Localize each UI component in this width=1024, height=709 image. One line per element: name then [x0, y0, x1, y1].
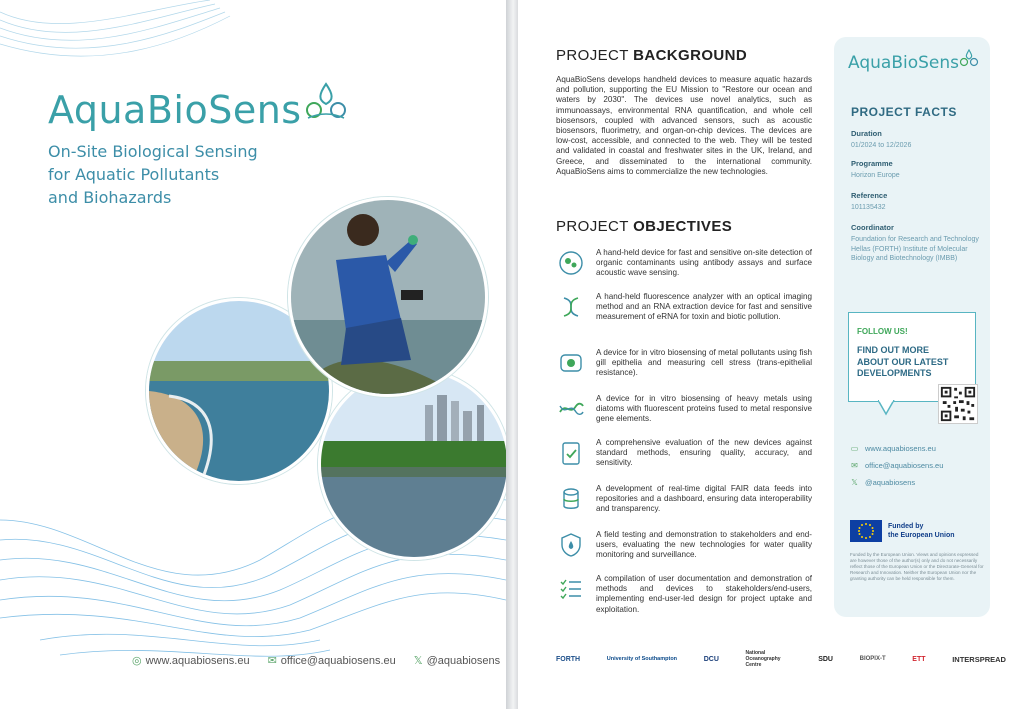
fact-value: 101135432: [851, 204, 886, 211]
email-text: office@aquabiosens.eu: [280, 654, 396, 667]
helix-icon: [556, 292, 586, 322]
mail-icon: ✉: [267, 655, 277, 667]
database-icon: [556, 484, 586, 514]
x-icon: 𝕏: [851, 478, 858, 487]
objective-item: [556, 248, 812, 279]
follow-heading: FOLLOW US!: [857, 327, 908, 336]
cover-footer: [132, 654, 500, 667]
objective-text: A hand-held fluorescence analyzer with an optical imaging method and an RNA extraction device for fast and sensitive measurement of eRNA for toxin and biotic pollution.: [596, 292, 812, 322]
facts-email[interactable]: [850, 461, 943, 470]
partner-logo: INTERSPREAD: [952, 654, 1006, 664]
objective-text: A field testing and demonstration to stakeholders and end-users, evaluating the new technologies for water quality monitoring and surveillance.: [596, 530, 812, 560]
fact-reference: [851, 191, 981, 213]
partner-logo: FORTH: [556, 655, 581, 663]
clipboard-check-icon: [556, 438, 586, 468]
main-logo: [48, 82, 348, 132]
dna-icon: [556, 394, 586, 424]
logo-drop-icon: [304, 82, 348, 122]
partner-logo: ETT: [912, 655, 926, 663]
fact-coordinator: [851, 223, 981, 264]
eu-line: the European Union: [888, 532, 955, 539]
page-gutter: [506, 0, 518, 709]
objectives-title: [556, 218, 732, 235]
shield-drop-icon: [556, 530, 586, 560]
cover-page: [0, 0, 506, 709]
x-icon: 𝕏: [413, 655, 423, 667]
objective-text: A compilation of user documentation and demonstration of methods and devices to stakeholders/end-users, implementing end-user-led design for project uptake and exploitation.: [596, 574, 812, 614]
website-text: www.aquabiosens.eu: [865, 444, 936, 453]
objective-text: A device for in vitro biosensing of heavy metals using diatoms with fluorescent proteins fused to metal responsive gene elements.: [596, 394, 812, 424]
checklist-icon: [556, 574, 586, 604]
social-text: @aquabiosens: [426, 654, 501, 667]
cell-icon: [556, 348, 586, 378]
background-title: [556, 47, 747, 64]
fact-value: Horizon Europe: [851, 172, 900, 179]
cover-subtitle: [48, 140, 308, 209]
footer-website[interactable]: [132, 654, 250, 667]
title-light: PROJECT: [556, 47, 634, 64]
callout-tail: [878, 400, 896, 416]
logo-drop-icon: [959, 49, 979, 67]
website-text: www.aquabiosens.eu: [145, 654, 250, 667]
footer-email[interactable]: [268, 654, 396, 667]
objective-item: [556, 438, 812, 469]
objective-item: [556, 292, 812, 323]
logo-wordmark: AquaBioSens: [48, 88, 302, 132]
partner-logo: University of Southampton: [606, 656, 678, 662]
partner-logo: National Oceanography Centre: [745, 650, 781, 668]
fact-label: Coordinator: [851, 223, 894, 232]
qr-code[interactable]: [938, 384, 978, 424]
email-text: office@aquabiosens.eu: [865, 461, 944, 470]
fact-duration: [851, 129, 981, 151]
follow-text: FIND OUT MORE ABOUT OUR LATEST DEVELOPMENTS: [857, 345, 949, 378]
objective-item: [556, 348, 812, 379]
fact-value: Foundation for Research and Technology Hellas (FORTH) Institute of Molecular Biology and Biotechnology (IMBB): [851, 236, 979, 262]
objective-text: A comprehensive evaluation of the new devices against standard methods, ensuring quality, accuracy, and sensitivity.: [596, 438, 812, 468]
eu-funding-label: [888, 522, 955, 540]
fact-label: Reference: [851, 191, 888, 200]
fact-programme: [851, 159, 981, 181]
objective-item: [556, 394, 812, 425]
eu-disclaimer: Funded by the European Union. Views and opinions expressed are however those of the author(s) only and do not necessarily reflect those of the European Union or the Directorate-General for Research and Innovation. Neither the European Union nor the granting authority can be held responsible for them.: [850, 552, 984, 581]
objective-item: [556, 484, 812, 515]
title-bold: BACKGROUND: [633, 47, 748, 64]
partner-logos: [556, 650, 1006, 668]
eu-line: Funded by: [888, 523, 924, 530]
objective-text: A development of real-time digital FAIR data feeds into repositories and a dashboard, ensuring data interoperability and transparency.: [596, 484, 812, 514]
fact-label: Programme: [851, 159, 893, 168]
objective-text: A hand-held device for fast and sensitive on-site detection of organic contaminants using antibody assays and surface acoustic wave sensing.: [596, 248, 812, 278]
fact-label: Duration: [851, 129, 882, 138]
facts-title: PROJECT FACTS: [851, 105, 957, 119]
photo-city-lake: [318, 368, 506, 560]
inner-page: [518, 0, 1024, 709]
facts-social[interactable]: [850, 478, 915, 487]
photo-scientist-sampling: [288, 197, 488, 397]
facts-logo-wordmark: AquaBioSens: [848, 53, 959, 73]
partner-logo: SDU: [818, 655, 833, 663]
background-text: AquaBioSens develops handheld devices to measure aquatic hazards and pollution, supporting the EU Mission to "Restore our ocean and waters by 2030". The devices use novel analytics, such as immunoassays, environmental RNA quantification, and whole cell biosensors, coupled with advanced sensors, such as acoustic biosensors, fluorimetry, and organ-on-chip devices. The devices are low-cost, accessible, and connected to the web. They will be tested and validated in coastal and freshwater sites in the UK, Ireland, and Greece, and disseminated to the international community. AquaBioSens aims to commercialize the new technologies.: [556, 75, 812, 176]
subtitle-line: On-Site Biological Sensing: [48, 142, 258, 161]
title-light: PROJECT: [556, 218, 634, 235]
social-text: @aquabiosens: [865, 478, 916, 487]
microbe-icon: [556, 248, 586, 278]
footer-social[interactable]: [414, 654, 500, 667]
facts-logo: [848, 49, 979, 73]
objective-item: [556, 530, 812, 561]
subtitle-line: for Aquatic Pollutants: [48, 165, 220, 184]
mail-icon: ✉: [851, 461, 858, 470]
partner-logo: BIOPIX-T: [859, 656, 886, 662]
monitor-icon: ▭: [850, 444, 859, 453]
objective-item: [556, 574, 812, 615]
facts-website[interactable]: [850, 444, 936, 453]
subtitle-line: and Biohazards: [48, 188, 172, 207]
globe-icon: ◎: [132, 655, 142, 667]
eu-flag-icon: [850, 520, 882, 542]
partner-logo: DCU: [703, 655, 719, 663]
fact-value: 01/2024 to 12/2026: [851, 142, 912, 149]
title-bold: OBJECTIVES: [633, 218, 733, 235]
objective-text: A device for in vitro biosensing of metal pollutants using fish gill epithelia and measuring cell stress (trans-epithelial resistance).: [596, 348, 812, 378]
